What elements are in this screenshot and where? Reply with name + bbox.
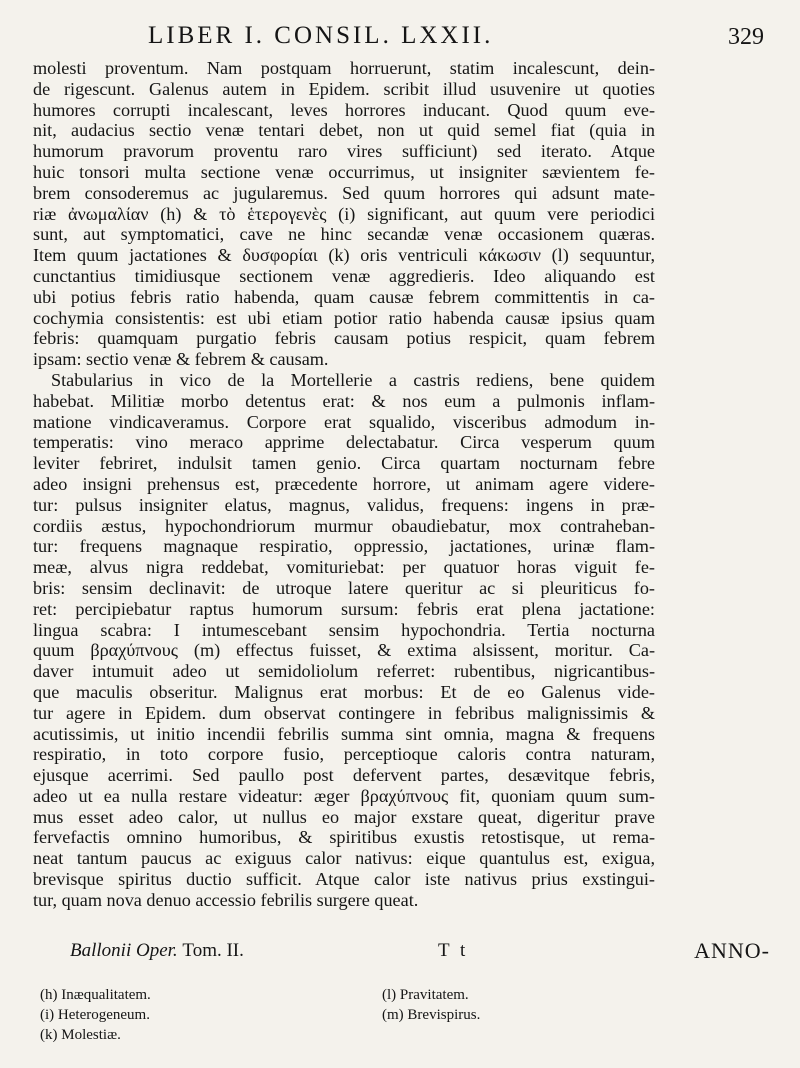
- text-line: matione vindicaveramus. Corpore erat squalido, visceribus admodum in-: [33, 411, 655, 432]
- body-text: [33, 58, 655, 911]
- signature-line: [70, 940, 244, 962]
- text-line: brevisque spiritus ductio sufficit. Atque calor iste nativus prius exstingui-: [33, 869, 655, 890]
- text-line: que maculis obseritur. Malignus erat morbus: Et de eo Galenus vide-: [33, 681, 655, 702]
- text-line: meæ, alvus nigra reddebat, vomituriebat: per quatuor horas viguit fe-: [33, 557, 655, 578]
- footnote-mark: (m): [382, 1007, 404, 1023]
- running-title: LIBER I. CONSIL. LXXII.: [148, 22, 494, 49]
- text-line: de rigescunt. Galenus autem in Epidem. scribit illud usuvenire ut quoties: [33, 78, 655, 99]
- signature-author: Ballonii Oper.: [70, 940, 178, 961]
- signature-tome: Tom. II.: [182, 940, 244, 961]
- footnote-text: Brevispirus.: [407, 1007, 481, 1023]
- text-line: respiratio, in toto corpore fusio, perceptioque caloris contra naturam,: [33, 744, 655, 765]
- page-footer: [70, 940, 770, 966]
- text-line: nit, audacius sectio venæ tentari debet, non ut quid semel fiat (quia in: [33, 120, 655, 141]
- footnote-text: Inæqualitatem.: [61, 987, 151, 1003]
- text-line: cunctantius timidiusque sectionem venæ aggredieris. Ideo aliquando est: [33, 265, 655, 286]
- footnotes-left-column: [40, 985, 151, 1045]
- page-number: 329: [728, 24, 764, 50]
- signature-mark: T t: [438, 940, 469, 961]
- text-line: lingua scabra: I intumescebant sensim hypochondria. Tertia nocturna: [33, 619, 655, 640]
- footnote: [40, 1025, 151, 1045]
- footnotes-right-column: [382, 985, 480, 1025]
- text-line: tur agere in Epidem. dum observat contingere in febribus malignissimis &: [33, 702, 655, 723]
- text-line: ret: percipiebatur raptus humorum sursum: febris erat plena jactatione:: [33, 598, 655, 619]
- catchword: ANNO-: [694, 938, 770, 963]
- text-line: sunt, aut symptomatici, cave ne hinc secandæ venæ occasionem quæras.: [33, 224, 655, 245]
- footnote-text: Heterogeneum.: [57, 1007, 150, 1023]
- text-line: quum βραχύπνους (m) effectus fuisset, & extima alsissent, moritur. Ca-: [33, 640, 655, 661]
- text-line: ejusque acerrimi. Sed paullo post defervent partes, desævitque febris,: [33, 765, 655, 786]
- text-line: adeo ut ea nulla restare videatur: æger βραχύπνους fit, quoniam quum sum-: [33, 785, 655, 806]
- text-line: leviter febriret, indulsit tamen genio. Circa quartam nocturnam febre: [33, 453, 655, 474]
- text-line: tur: frequens magnaque respiratio, oppressio, jactationes, urinæ flam-: [33, 536, 655, 557]
- footnote-mark: (l): [382, 987, 397, 1003]
- text-line: habebat. Militiæ morbo detentus erat: & nos eum a pulmonis inflam-: [33, 390, 655, 411]
- footnote-text: Molestiæ.: [61, 1027, 121, 1043]
- text-line: ipsam: sectio venæ & febrem & causam.: [33, 349, 329, 370]
- text-line: temperatis: vino meraco apprime delectabatur. Circa vesperum quum: [33, 432, 655, 453]
- text-line: Item quum jactationes & δυσφορίαι (k) oris ventriculi κάκωσιν (l) sequuntur,: [33, 245, 655, 266]
- footnote: [382, 1005, 480, 1025]
- footnote-mark: (h): [40, 987, 58, 1003]
- text-line: humores corrupti incalescant, leves horrores inducant. Quod quum eve-: [33, 99, 655, 120]
- footnote-mark: (i): [40, 1007, 55, 1023]
- text-line: acutissimis, ut initio incendii febrilis summa sint omnia, magna & frequens: [33, 723, 655, 744]
- text-line: cochymia consistentis: est ubi etiam potior ratio habenda causæ ipsius quam: [33, 307, 655, 328]
- footnote: [40, 985, 151, 1005]
- text-line: humorum pravorum proventu raro vires sufficiunt) sed iterato. Atque: [33, 141, 655, 162]
- text-line: mus esset adeo calor, ut nullus eo major exstare queat, digeritur prave: [33, 806, 655, 827]
- text-line: tur: pulsus insigniter elatus, magnus, validus, frequens: ingens in præ-: [33, 494, 655, 515]
- text-line: huic tonsori multa sectione venæ occurrimus, ut insigniter sævientem fe-: [33, 161, 655, 182]
- text-line: febris: quamquam purgatio febris causam potius respicit, quam febrem: [33, 328, 655, 349]
- footnote: [40, 1005, 151, 1025]
- text-line: neat tantum paucus ac exiguus calor nativus: eique quantulus est, exigua,: [33, 848, 655, 869]
- footnote-mark: (k): [40, 1027, 58, 1043]
- text-line: fervefactis omnino humoribus, & spiritibus exustis retostisque, ut rema-: [33, 827, 655, 848]
- text-line: bris: sensim declinavit: de utroque latere queritur ac si pleuriticus fo-: [33, 577, 655, 598]
- page-header: [30, 22, 770, 56]
- text-line: molesti proventum. Nam postquam horruerunt, statim incalescunt, dein-: [33, 58, 655, 78]
- text-line: cordiis æstus, hypochondriorum murmur obaudiebatur, mox contraheban-: [33, 515, 655, 536]
- footnote: [382, 985, 480, 1005]
- text-line: daver intumuit adeo ut semidoliolum referret: rubentibus, nigricantibus-: [33, 661, 655, 682]
- footnote-text: Pravitatem.: [399, 987, 469, 1003]
- text-line: Stabularius in vico de la Mortellerie a castris rediens, bene quidem: [51, 369, 655, 390]
- text-line: tur, quam nova denuo accessio febrilis surgere queat.: [33, 889, 419, 910]
- text-line: riæ ἀνωμαλίαν (h) & τὸ ἑτερογενὲς (i) significant, aut quum vere periodici: [33, 203, 655, 224]
- text-line: ubi potius febris ratio habenda, quam causæ febrem committentis in ca-: [33, 286, 655, 307]
- text-line: adeo insigni prehensus est, præcedente horrore, ut animam agere videre-: [33, 473, 655, 494]
- text-line: brem consoderemus ac jugularemus. Sed quum horrores qui adsunt mate-: [33, 182, 655, 203]
